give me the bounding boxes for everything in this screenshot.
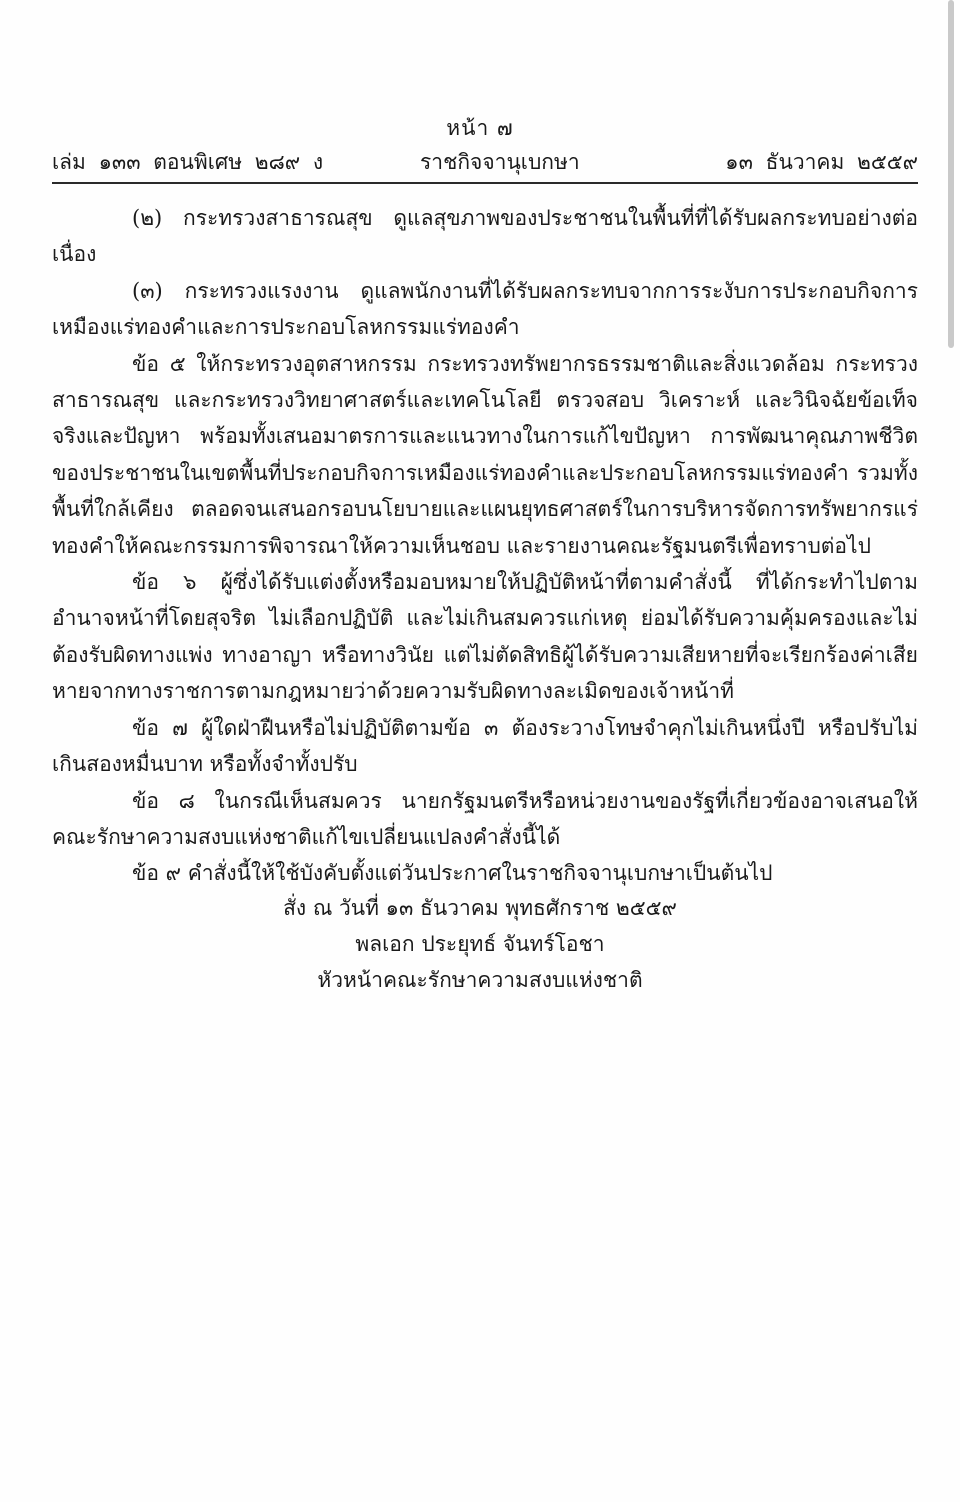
- signature-date: สั่ง ณ วันที่ ๑๓ ธันวาคม พุทธศักราช ๒๕๕๙: [283, 896, 677, 920]
- gazette-header: [52, 146, 918, 180]
- clause-item-2: (๒) กระทรวงสาธารณสุข ดูแลสุขภาพของประชาชนในพื้นที่ที่ได้รับผลกระทบอย่างต่อเนื่อง: [52, 206, 918, 267]
- clause-5: ข้อ ๕ ให้กระทรวงอุตสาหกรรม กระทรวงทรัพยากรธรรมชาติและสิ่งแวดล้อม กระทรวงสาธารณสุข และกระทรวงวิทยาศาสตร์และเทคโนโลยี ตรวจสอบ วิเคราะห์ และวินิจฉัยข้อเท็จจริงและปัญหา พร้อมทั้งเสนอมาตรการและแนวทางในการแก้ไขปัญหา การพัฒนาคุณภาพชีวิตของประชาชนในเขตพื้นที่ประกอบกิจการเหมืองแร่ทองคำและประกอบโลหกรรมแร่ทองคำ รวมทั้งพื้นที่ใกล้เคียง ตลอดจนเสนอกรอบนโยบายและแผนยุทธศาสตร์ในการบริหารจัดการทรัพยากรแร่ทองคำให้คณะกรรมการพิจารณาให้ความเห็นชอบ และรายงานคณะรัฐมนตรีเพื่อทราบต่อไป: [52, 351, 918, 558]
- signatory-position: หัวหน้าคณะรักษาความสงบแห่งชาติ: [317, 968, 643, 992]
- clause-8: ข้อ ๘ ในกรณีเห็นสมควร นายกรัฐมนตรีหรือหน่วยงานของรัฐที่เกี่ยวข้องอาจเสนอให้คณะรักษาความสงบแห่งชาติแก้ไขเปลี่ยนแปลงคำสั่งนี้ได้: [52, 788, 918, 849]
- clause-9: ข้อ ๙ คำสั่งนี้ให้ใช้บังคับตั้งแต่วันประกาศในราชกิจจานุเบกษาเป็นต้นไป: [132, 861, 773, 886]
- page-number: หน้า ๗: [446, 116, 514, 140]
- volume-issue: เล่ม ๑๓๓ ตอนพิเศษ ๒๘๙ ง: [52, 150, 324, 174]
- gazette-title: ราชกิจจานุเบกษา: [420, 150, 580, 174]
- publication-date: ๑๓ ธันวาคม ๒๕๕๙: [725, 150, 918, 174]
- scrollbar[interactable]: [948, 0, 954, 348]
- order-body: [52, 200, 918, 892]
- header-divider: [52, 182, 918, 184]
- signatory-name: พลเอก ประยุทธ์ จันทร์โอชา: [355, 932, 605, 956]
- clause-7: ข้อ ๗ ผู้ใดฝ่าฝืนหรือไม่ปฏิบัติตามข้อ ๓ ต้องระวางโทษจำคุกไม่เกินหนึ่งปี หรือปรับไม่เกินสองหมื่นบาท หรือทั้งจำทั้งปรับ: [52, 715, 918, 777]
- clause-item-3: (๓) กระทรวงแรงงาน ดูแลพนักงานที่ได้รับผลกระทบจากการระงับการประกอบกิจการเหมืองแร่ทองคำและการประกอบโลหกรรมแร่ทองคำ: [52, 278, 918, 340]
- clause-6: ข้อ ๖ ผู้ซึ่งได้รับแต่งตั้งหรือมอบหมายให้ปฏิบัติหน้าที่ตามคำสั่งนี้ ที่ได้กระทำไปตามอำนาจหน้าที่โดยสุจริต ไม่เลือกปฏิบัติ และไม่เกินสมควรแก่เหตุ ย่อมได้รับความคุ้มครองและไม่ต้องรับผิดทางแพ่ง ทางอาญา หรือทางวินัย แต่ไม่ตัดสิทธิผู้ได้รับความเสียหายที่จะเรียกร้องค่าเสียหายจากทางราชการตามกฎหมายว่าด้วยความรับผิดทางละเมิดของเจ้าหน้าที่: [52, 570, 918, 704]
